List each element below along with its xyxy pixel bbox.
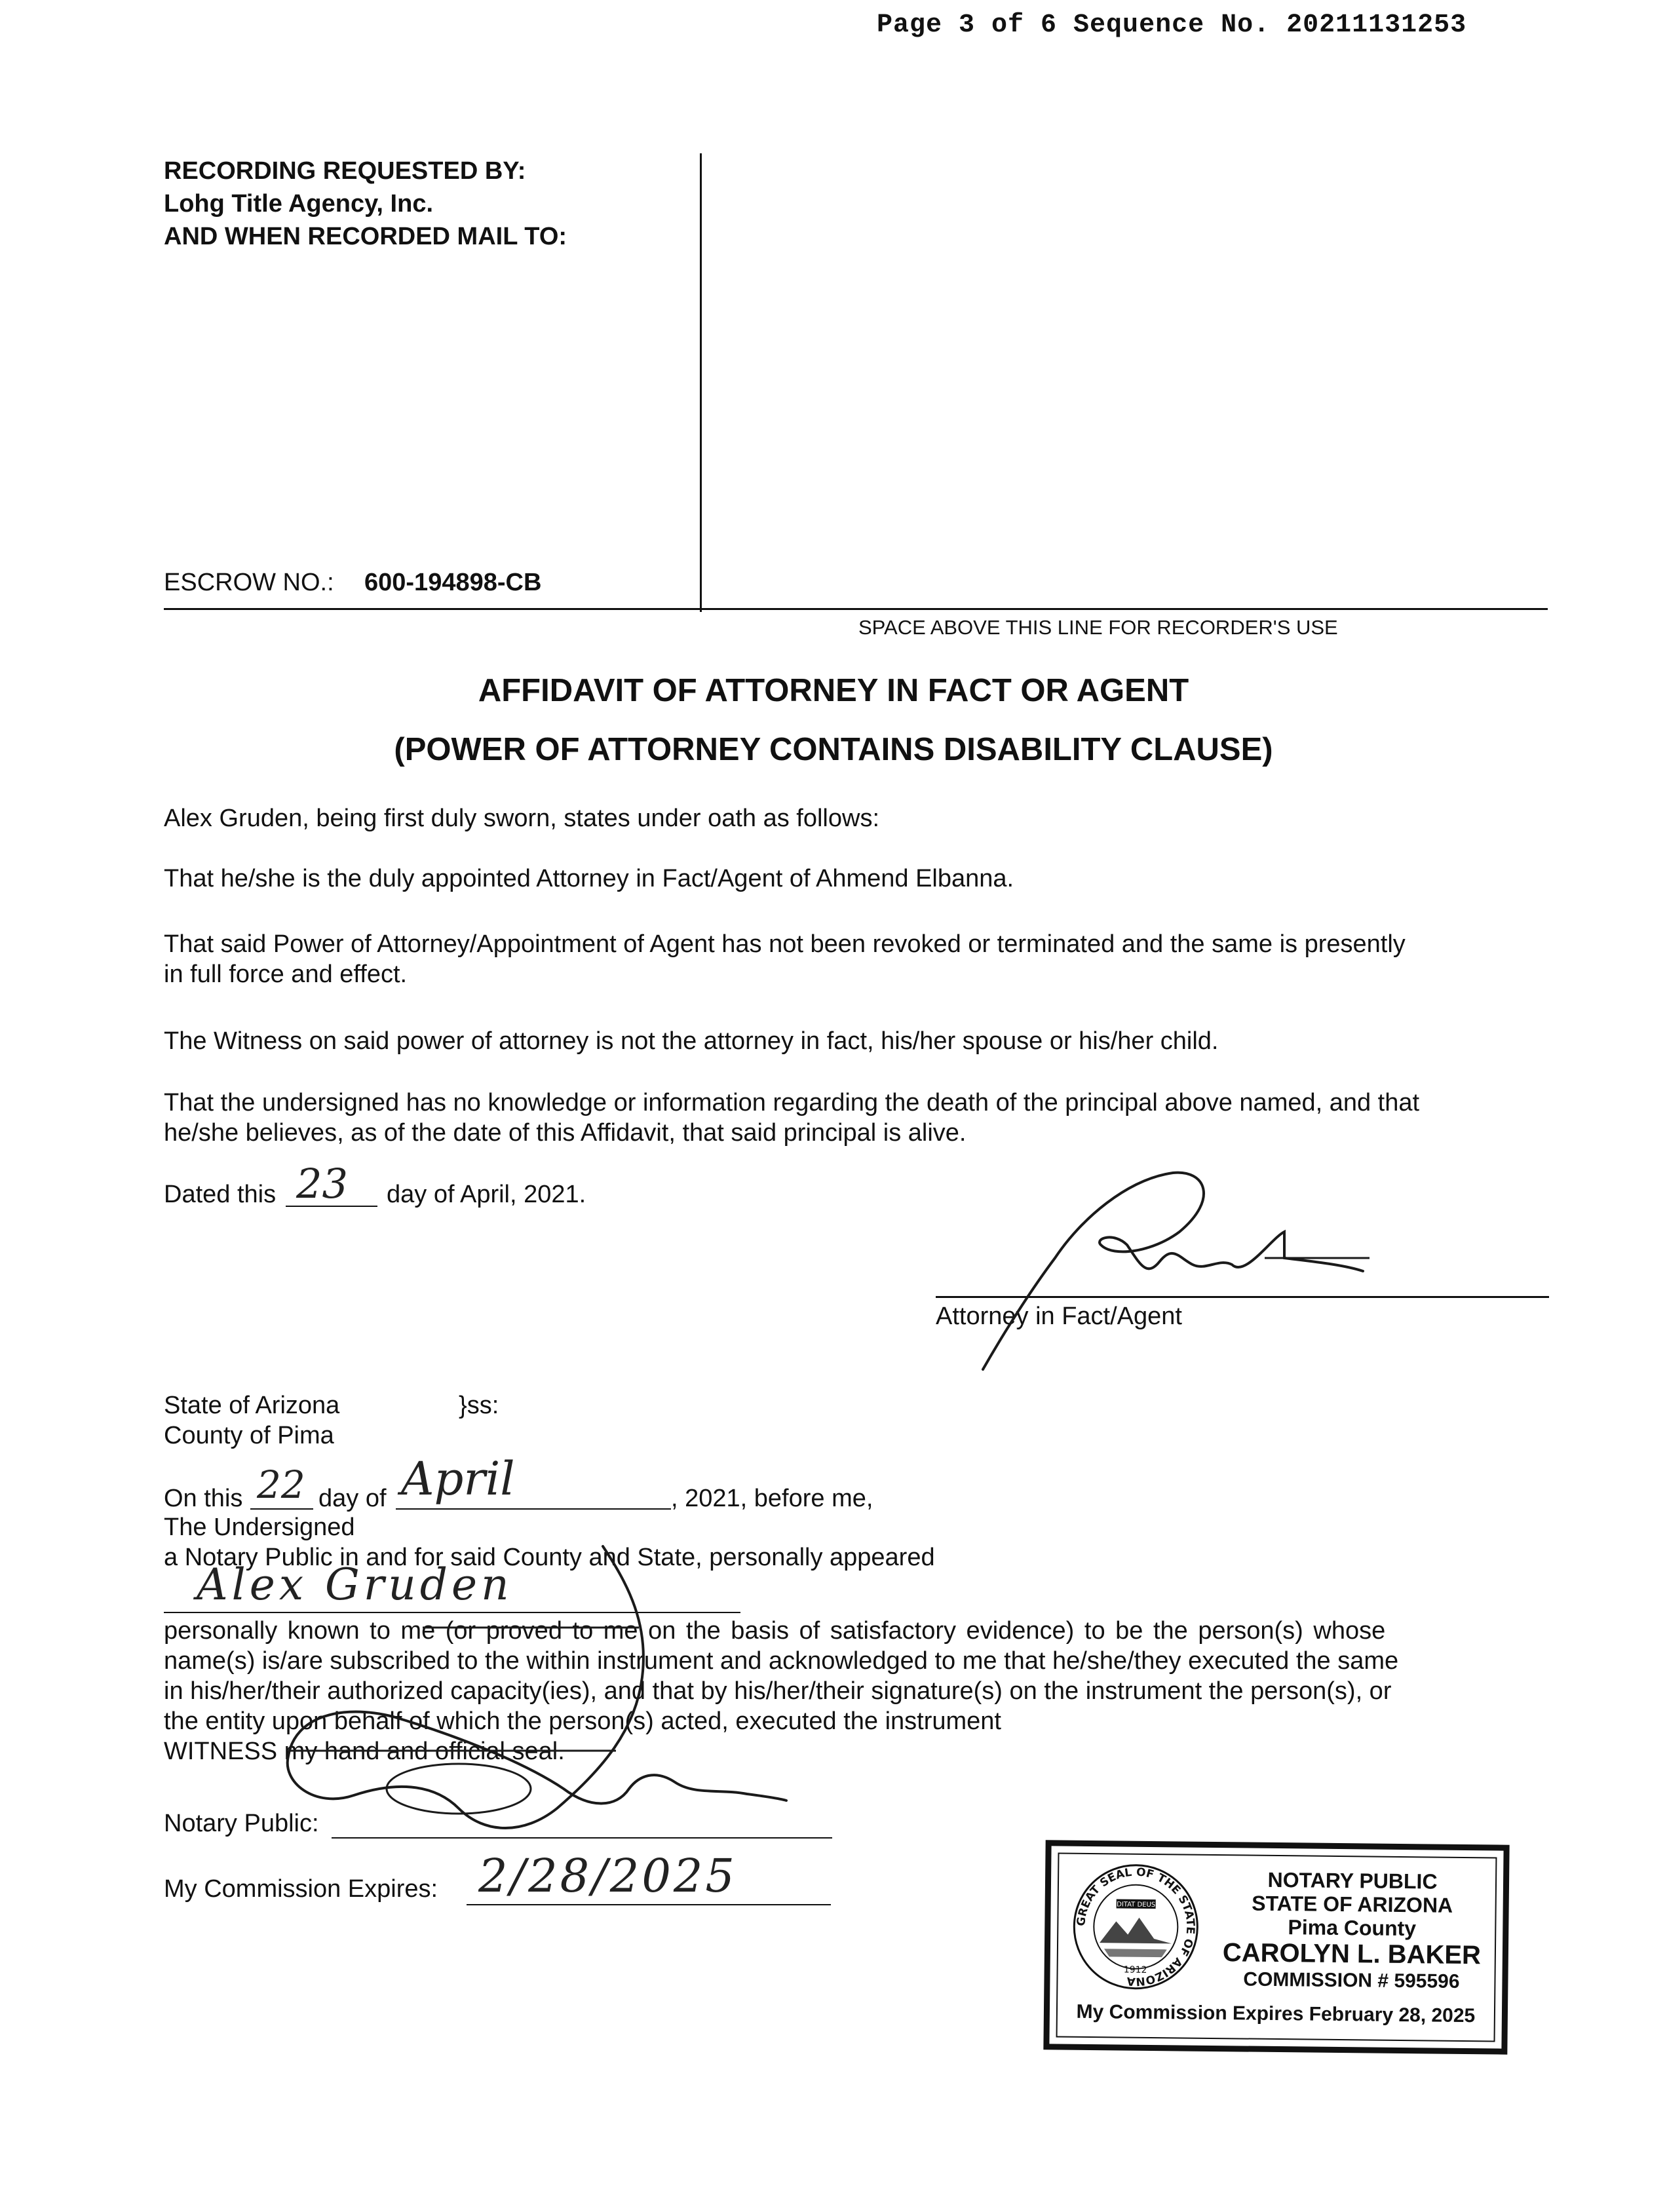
acknowledgment-line-2: name(s) is/are subscribed to the within instrument and acknowledged to me that he/she/they executed the same	[164, 1647, 1399, 1675]
commission-expires-line	[467, 1904, 831, 1905]
recorder-space-line	[164, 608, 1548, 610]
page-sequence-header: Page 3 of 6 Sequence No. 20211131253	[877, 10, 1467, 40]
venue-ss: }ss:	[459, 1392, 499, 1419]
signature-label: Attorney in Fact/Agent	[936, 1303, 1182, 1330]
stamp-commission-number: COMMISSION # 595596	[1243, 1968, 1460, 1993]
stamp-notary-public: NOTARY PUBLIC	[1267, 1867, 1438, 1894]
paragraph-sworn: Alex Gruden, being first duly sworn, states under oath as follows:	[164, 805, 879, 832]
appeared-name-line	[164, 1612, 740, 1613]
recording-requested-label: RECORDING REQUESTED BY:	[164, 157, 526, 185]
venue-state: State of Arizona	[164, 1392, 340, 1419]
paragraph-not-revoked-1: That said Power of Attorney/Appointment of Agent has not been revoked or terminated and the same is presently	[164, 930, 1406, 958]
document-title: AFFIDAVIT OF ATTORNEY IN FACT OR AGENT	[478, 673, 1189, 708]
paragraph-principal-alive-2: he/she believes, as of the date of this Affidavit, that said principal is alive.	[164, 1119, 967, 1147]
stamp-county: Pima County	[1288, 1915, 1417, 1941]
seal-motto: DITAT DEUS	[1117, 1901, 1156, 1909]
escrow-label: ESCROW NO.:	[164, 569, 334, 596]
requested-by-name: Lohg Title Agency, Inc.	[164, 190, 434, 218]
paragraph-appointed: That he/she is the duly appointed Attorney in Fact/Agent of Ahmend Elbanna.	[164, 865, 1014, 892]
on-this-label: On this	[164, 1485, 243, 1512]
seal-year: 1912	[1123, 1964, 1147, 1975]
recorder-note: SPACE ABOVE THIS LINE FOR RECORDER'S USE	[858, 616, 1338, 639]
commission-expires-label: My Commission Expires:	[164, 1875, 438, 1903]
notary-stamp	[1043, 1840, 1509, 2054]
paragraph-not-revoked-2: in full force and effect.	[164, 961, 408, 988]
signature-line	[936, 1296, 1549, 1298]
notary-appeared-line: a Notary Public in and for said County and State, personally appeared	[164, 1544, 935, 1571]
notary-day-handwritten: 22	[257, 1462, 305, 1507]
paragraph-principal-alive-1: That the undersigned has no knowledge or information regarding the death of the principal above named, and that	[164, 1089, 1420, 1116]
acknowledgment-line-1: personally known to me (or proved to me on the basis of satisfactory evidence) to be the person(s) whose	[164, 1617, 1386, 1645]
paragraph-witness: The Witness on said power of attorney is not the attorney in fact, his/her spouse or his/her child.	[164, 1027, 1219, 1055]
dated-day-handwritten: 23	[296, 1160, 348, 1208]
venue-county: County of Pima	[164, 1422, 334, 1449]
mail-to-label: AND WHEN RECORDED MAIL TO:	[164, 223, 567, 250]
stamp-commission-expires: My Commission Expires February 28, 2025	[1076, 2000, 1476, 2027]
notary-month-line	[396, 1508, 671, 1510]
appeared-name-handwritten: Alex Gruden	[197, 1559, 513, 1610]
witness-line: WITNESS my hand and official seal.	[164, 1738, 565, 1765]
escrow-number: 600-194898-CB	[364, 569, 542, 596]
dated-suffix: day of April, 2021.	[387, 1181, 586, 1208]
recorder-box-divider	[700, 153, 702, 612]
dated-prefix: Dated this	[164, 1181, 277, 1208]
notary-public-line	[332, 1837, 832, 1839]
acknowledgment-line-3: in his/her/their authorized capacity(ies), and that by his/her/their signature(s) on the instrument the person(s), or	[164, 1677, 1392, 1705]
notary-day-line	[250, 1508, 313, 1510]
arizona-state-seal	[1069, 1861, 1202, 1993]
affiant-signature	[983, 1173, 1363, 1369]
stamp-notary-name: CAROLYN L. BAKER	[1222, 1938, 1482, 1970]
seal-ring-text: GREAT SEAL OF THE STATE OF ARIZONA	[1075, 1865, 1197, 1989]
commission-expires-handwritten: 2/28/2025	[478, 1849, 737, 1903]
day-of-label: day of	[318, 1485, 387, 1512]
notary-month-handwritten: April	[401, 1452, 515, 1506]
stamp-state: STATE OF ARIZONA	[1252, 1891, 1453, 1917]
year-before-me: , 2021, before me,	[671, 1485, 873, 1512]
notary-signature-loop	[387, 1764, 531, 1814]
acknowledgment-line-4: the entity upon behalf of which the person(s) acted, executed the instrument	[164, 1707, 1001, 1735]
undersigned-label: The Undersigned	[164, 1514, 355, 1541]
document-subtitle: (POWER OF ATTORNEY CONTAINS DISABILITY CLAUSE)	[394, 732, 1273, 767]
notary-public-label: Notary Public:	[164, 1810, 319, 1837]
